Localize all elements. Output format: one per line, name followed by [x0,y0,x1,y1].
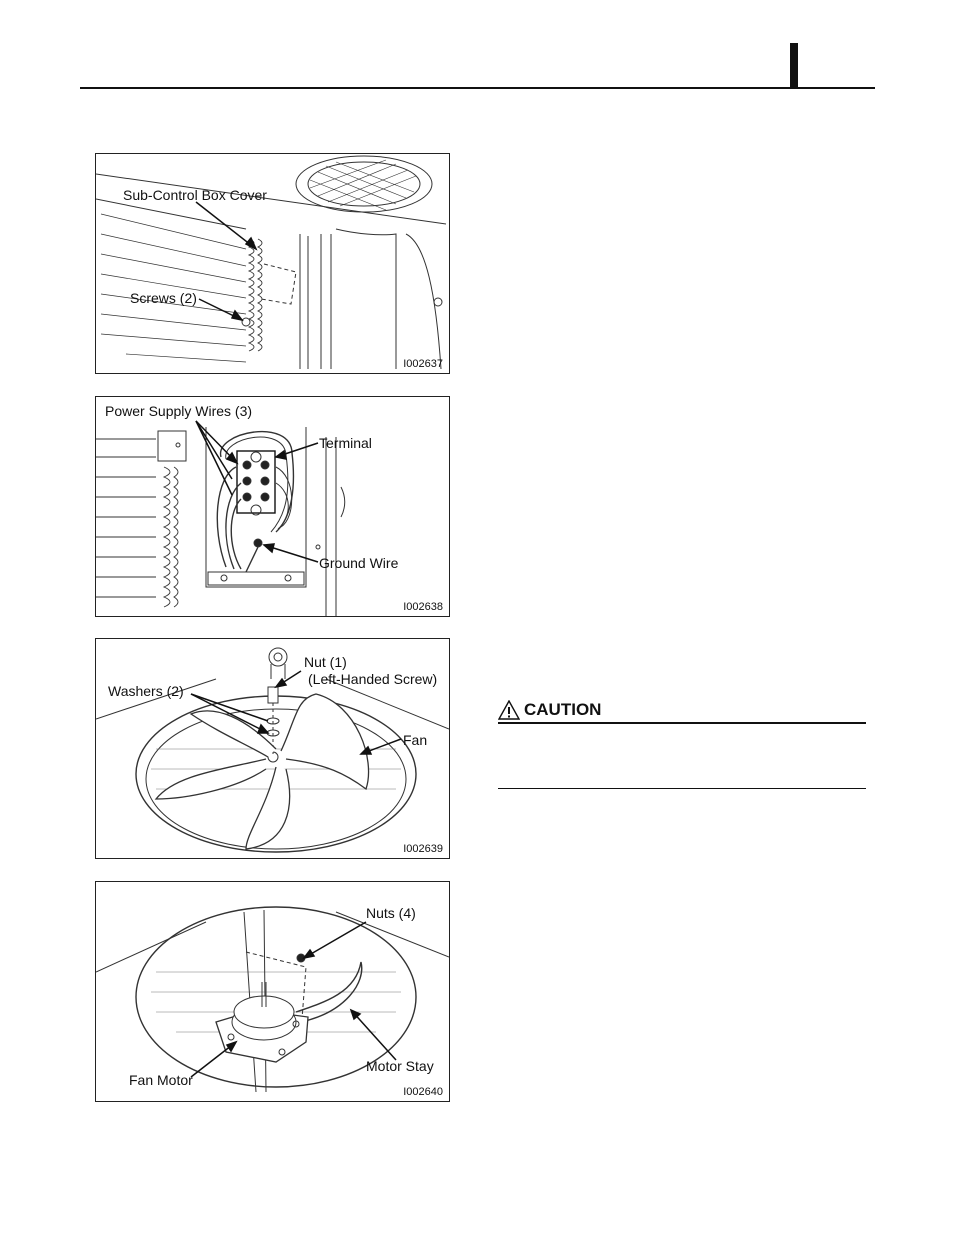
figure-fan-removal [95,638,450,859]
label-washers: Washers (2) [108,683,184,699]
figure-id: I002640 [403,1086,443,1098]
label-motor-stay: Motor Stay [366,1058,434,1074]
figure-power-supply-wiring [95,396,450,617]
label-nut: Nut (1) [304,654,347,670]
header-tab-marker [790,43,798,89]
label-sub-control-box-cover: Sub-Control Box Cover [123,187,267,203]
figure-id: I002637 [403,358,443,370]
illustration-terminal-block [96,397,449,616]
warning-triangle-icon [498,700,520,720]
label-nut-note: (Left-Handed Screw) [308,671,438,687]
header-rule [80,87,875,89]
label-terminal: Terminal [319,435,372,451]
label-fan: Fan [403,732,428,748]
caution-title: CAUTION [524,700,602,719]
figure-fan-motor-removal [95,881,450,1102]
label-screws: Screws (2) [130,290,197,306]
caution-header [498,698,866,724]
figure-sub-control-box-cover [95,153,450,374]
caution-body [498,724,866,789]
caution-box [498,698,866,789]
label-power-supply-wires: Power Supply Wires (3) [105,403,253,419]
label-nuts: Nuts (4) [366,905,416,921]
label-fan-motor: Fan Motor [129,1072,193,1088]
figure-id: I002639 [403,843,443,855]
label-ground-wire: Ground Wire [319,555,399,571]
figure-id: I002638 [403,601,443,613]
